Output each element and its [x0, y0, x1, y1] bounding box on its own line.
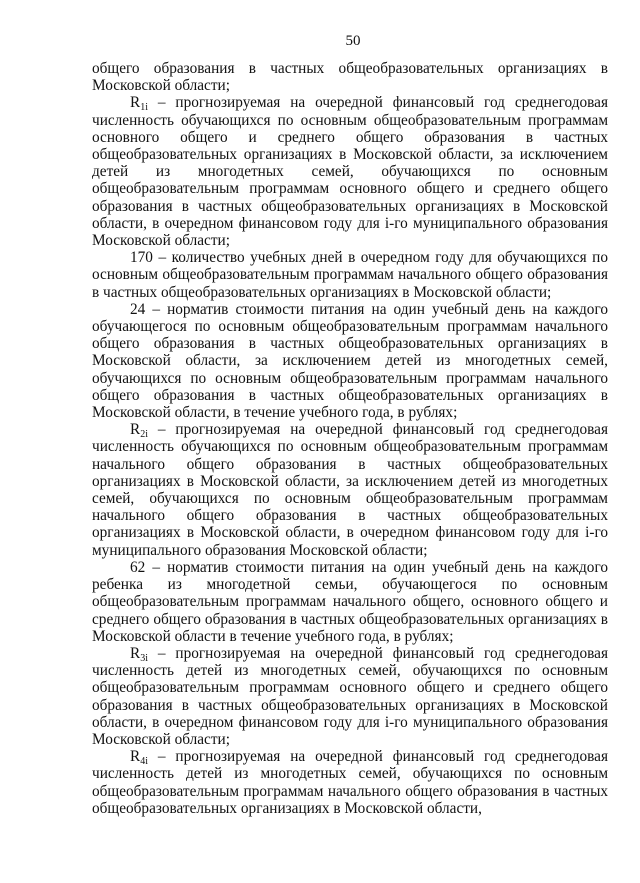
paragraph-7-text: – прогнозируемая на очередной финансовый год среднегодовая численность детей из многодетных семей, обучающихся по основным общеобразовательным программам основного общего и среднего общего образования в частных общеобразовательных организациях в Московской области, в очередном финансовом году для i-го муниципального образования Московской области;	[92, 644, 608, 748]
document-body	[92, 60, 608, 817]
paragraph-4-text: 24 – норматив стоимости питания на один учебный день на каждого обучающегося по основным общеобразовательным программам начального общего образования в частных общеобразовательных организациях в Московской области, за исключением детей из многодетных семей, обучающихся по основным общеобразовательным программам начального общего образования в частных общеобразовательных организациях в Московской области, в течение учебного года, в рублях;	[92, 300, 608, 422]
paragraph-5-definition-r2i	[92, 421, 608, 559]
variable-r4i: $R_{4i}$	[130, 748, 148, 768]
paragraph-3-text: 170 – количество учебных дней в очередном году для обучающихся по основным общеобразовательным программам начального общего образования в частных общеобразовательных организациях в Московской области;	[92, 249, 608, 301]
paragraph-1-text: общего образования в частных общеобразовательных организациях в Московской области;	[92, 60, 608, 95]
paragraph-6-text: 62 – норматив стоимости питания на один учебный день на каждого ребенка из многодетной семьи, обучающегося по основным общеобразовательным программам начального общего, основного общего и среднего общего образования в частных общеобразовательных организациях в Московской области в течение учебного года, в рублях;	[92, 558, 608, 645]
document-page	[92, 32, 608, 817]
variable-r2i: $R_{2i}$	[130, 421, 148, 441]
paragraph-6	[92, 559, 608, 645]
paragraph-8-definition-r4i	[92, 748, 608, 817]
paragraph-4	[92, 301, 608, 421]
paragraph-2-text: – прогнозируемая на очередной финансовый год среднегодовая численность обучающихся по основным общеобразовательным программам основного общего и среднего общего образования в частных общеобразовательных организациях в Московской области, за исключением детей из многодетных семей, обучающихся по основным общеобразовательным программам основного общего и среднего общего образования в частных общеобразовательных организациях в Московской области, в очередном финансовом году для i-го муниципального образования Московской области;	[92, 94, 608, 250]
page-number: 50	[345, 33, 361, 49]
paragraph-3	[92, 249, 608, 301]
paragraph-5-text: – прогнозируемая на очередной финансовый год среднегодовая численность обучающихся по основным общеобразовательным программам начального общего образования в частных общеобразовательных организациях в Московской области, за исключением детей из многодетных семей, обучающихся по основным общеобразовательным программам начального общего образования в частных общеобразовательных организациях в Московской области, в очередном финансовом году для i-го муниципального образования Московской области;	[92, 421, 608, 559]
variable-r1i: $R_{1i}$	[130, 94, 148, 114]
paragraph-1	[92, 60, 608, 94]
paragraph-7-definition-r3i	[92, 645, 608, 748]
paragraph-8-text: – прогнозируемая на очередной финансовый год среднегодовая численность детей из многодетных семей, обучающихся по основным общеобразовательным программам начального общего образования в частных общеобразовательных организациях в Московской области,	[92, 748, 608, 817]
variable-r3i: $R_{3i}$	[130, 644, 148, 664]
paragraph-2-definition-r1i	[92, 94, 608, 249]
